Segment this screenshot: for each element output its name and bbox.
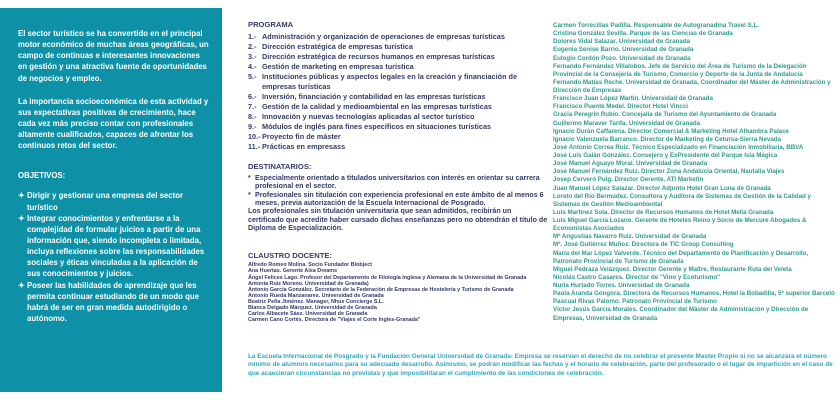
bullet-marker: ✦ [18, 213, 25, 223]
recipient-item-text: Especialmente orientado a titulados universitarios con interés en orientar su carrera profesional en el sector. [255, 173, 540, 191]
faculty-heading: CLAUSTRO DOCENTE: [248, 251, 332, 261]
faculty-member: Fernando Fernández Villalobos. Jefe de Servicio del Área de Turismo de la Delegación Provincial de la Consejería de Turismo, Comercio y Deporte de la Junta de Andalucía [553, 62, 807, 78]
faculty-member: Cristina González Sevilla. Parque de las Ciencias de Granada [553, 30, 733, 38]
faculty-list [248, 262, 548, 323]
item-number: 1.- [248, 32, 257, 41]
faculty-member: Eulogio Cordón Pozo. Universidad de Granada [553, 54, 691, 62]
faculty-member: José Luis Galán González. Consejero y ExPresidente del Parque Isla Mágica [553, 152, 778, 159]
item-number: 8.- [248, 111, 257, 121]
program-item-text: Prácticas en empresass [262, 141, 346, 151]
faculty-member: Ignacio Durán Caffarena. Director Comercial & Marketing Hotel Alhambra Palace [553, 127, 789, 135]
faculty-member: Carmen Torrecillas Padilla. Responsable de Autogranadina Travel S.L. [553, 22, 759, 29]
faculty-member: Pascual Rivas Palomo. Patronato Provincial de Turismo [553, 298, 717, 306]
faculty-member: José Antonio Correa Ruiz. Técnico Especializado en Financiación Inmobiliaria, BBVA [553, 143, 804, 151]
faculty-member: Luis Miguel García Lozano. Gerente de Hoteles Reino y Socio de Mercure Abogados & Economistas Asociados [553, 217, 807, 233]
bullet-marker: * [248, 190, 251, 199]
faculty-member: Mª. José Gutiérrez Muñoz. Directora de TIC Group Consulting [553, 241, 734, 249]
faculty-member: Antonio García González. Secretario de la Federación de Empresas de Hostelería y Turismo de Granada [248, 286, 514, 293]
program-item-text: Innovación y nuevas tecnologías aplicadas al sector turístico [262, 111, 475, 121]
item-number: 3.- [248, 51, 257, 61]
recipient-item [248, 191, 548, 208]
item-number: 7.- [248, 101, 257, 111]
program-item-text: Gestión de la calidad y medioambiental en las empresas turísticas [262, 101, 492, 111]
faculty-member: Loreto del Río Bermúdez. Consultora y Auditora de Sistemas de Gestión de la Calidad y Sistemas de Gestión Medioambiental [553, 192, 811, 208]
faculty-member: Josep Cerveró Puig. Director Gerente, ATI Marketin [553, 176, 704, 184]
faculty-member: Dolores Vidal Salazar. Universidad de Granada [553, 38, 691, 46]
faculty-member: Eugenia Senise Barrio. Universidad de Granada [553, 46, 694, 54]
faculty-member: Ana Huertas. Gerente Aixa Dreams [248, 268, 338, 275]
intro-paragraph-2: La importancia socioeconómica de esta actividad y sus expectativas positivas de crecimiento, hace cada vez más preciso contar con profesionales altamente cualificados, capaces de afrontar los continuos retos del sector. [18, 96, 209, 151]
faculty-section [248, 251, 548, 323]
middle-column [248, 20, 548, 323]
faculty-member: Nicolás Castro Casares. Director de "Vino y Ecoturismo" [553, 273, 721, 281]
faculty-member: Francisco Juan López Martín. Universidad de Granada [553, 95, 713, 103]
faculty-member: Alfredo Romeo Molina. Socio Fundador Blobject [248, 262, 372, 269]
program-item-text: Administración y organización de operaciones de empresas turísticas [262, 32, 505, 41]
recipient-item-text: Profesionales sin titulación con experiencia profesional en este ámbito de al menos 6 meses, previa autorización de la Escuela Internacional de Posgrado. [255, 190, 544, 207]
program-item-text: Módulos de inglés para fines específicos en situaciones turísticas [262, 121, 492, 131]
objective-item-text: Poseer las habilidades de aprendizaje que les permita continuar estudiando de un modo que habrá de ser en gran medida autodirigido o autónomo. [27, 280, 199, 323]
bullet-marker: ✦ [18, 280, 25, 290]
faculty-member: Guillermo Maraver Tarifa. Universidad de Granada [553, 119, 701, 127]
recipients-list [248, 174, 548, 207]
faculty-member: Luis Martínez Sola. Director de Recursos Humanos de Hotel Melía Granada [553, 208, 774, 216]
objective-item-text: Dirigir y gestionar una empresa del sector turístico [27, 191, 183, 212]
item-number: 6.- [248, 91, 257, 101]
faculty-member: Carlos Albacete Sáez. Universidad de Granada [248, 311, 368, 318]
program-item-text: Dirección estratégica de recursos humanos en empresas turísticas [262, 51, 495, 61]
faculty-right-list [553, 22, 835, 323]
objectives-heading: OBJETIVOS: [18, 171, 66, 181]
faculty-member: Miguel Pedraza Velázquez. Director Gerente y Maître, Restaurante Ruta del Veleta [553, 265, 792, 273]
faculty-member: Francisco Puente Medel. Director Hotel Vincci [553, 103, 689, 111]
faculty-member: Ángel Felices Lago. Profesor del Departamento de Filología Inglesa y Alemana de la Universidad de Granada [248, 274, 527, 281]
program-item [248, 32, 548, 42]
faculty-member: Blanca Delgado Márquez. Universidad de Granada [248, 304, 377, 311]
program-item-text: Gestión de marketing en empresas turística [262, 61, 414, 71]
program-item-text: Proyecto fin de máster [262, 131, 341, 141]
program-item [248, 132, 548, 142]
item-number: 9.- [248, 121, 257, 131]
recipients-section [248, 162, 548, 233]
program-item [248, 42, 548, 52]
program-item [248, 52, 548, 62]
recipient-item [248, 174, 548, 191]
faculty-member: Paola Aranda Góngora. Directora de Recursos Humanos, Hotel la Bobadilla, 5* superior Barceló [553, 290, 835, 298]
faculty-right-column [553, 22, 835, 323]
program-item [248, 142, 548, 152]
faculty-member: Víctor Jesús García Morales. Coordinador del Máster de Administración y Dirección de Empresas, Universidad de Granada [553, 306, 809, 322]
faculty-member: José Manuel Aguayo Moral. Universidad de Granada [553, 160, 708, 168]
program-item [248, 92, 548, 102]
objective-item-text: Integrar conocimientos y enfrentarse a la complejidad de formular juicios a partir de una información que, siendo incompleta o limitada, incluya reflexiones sobre las responsabilidades sociales y éticas vinculadas a la aplicación de sus conocimientos y juicios. [27, 213, 205, 279]
bullet-marker: ✦ [18, 191, 25, 201]
objective-item [18, 280, 210, 325]
objectives-list [18, 190, 210, 324]
recipients-note: Los profesionales sin titulación universitaria que sean admitidos, recibirán un certificado que acredite haber cursado dichas enseñanzas pero no obtendrán el título de Diploma de Especialización. [248, 207, 548, 232]
program-item [248, 122, 548, 132]
faculty-member: María del Mar López Valverde. Técnico del Departamento de Planificación y Desarrollo, Patronato Provincial de Turismo de Granada [553, 249, 809, 265]
program-item-text: Inversión, financiación y contabilidad en las empresas turísticas [262, 91, 486, 101]
faculty-member: Carmen Cano Cortés. Directora de "Viajes el Corte Ingles-Granada" [248, 317, 421, 324]
program-list [248, 32, 548, 152]
recipients-heading: DESTINATARIOS: [248, 161, 312, 171]
item-number: 2.- [248, 41, 257, 51]
program-item-text: Instituciones públicas y aspectos legales en la creación y financiación de empresas turísticas [262, 71, 518, 91]
faculty-member: Juan Manuel López Salazar. Director Adjunto Hotel Gran Luna de Granada [553, 184, 771, 192]
objective-item [18, 213, 210, 280]
item-number: 10.- [248, 131, 261, 141]
faculty-member: José Manuel Fernández Ruiz. Director Zona Andalucía Oriental, Nautalia Viajes [553, 168, 785, 176]
program-item [248, 112, 548, 122]
program-item [248, 72, 548, 92]
faculty-member: Beatriz Peña Jiménez. Manager, Nhue Concierge S.L. [248, 298, 384, 305]
intro-paragraph-1: El sector turístico se ha convertido en el principal motor económico de muchas áreas geográficas, un campo de continuas e interesantes innovaciones en gestión y una atractiva fuente de oportunidades de negocios y empleo. [18, 29, 209, 83]
faculty-member: Fernando Matías Reche. Universidad de Granada, Coordinador del Máster de Administración y Dirección de Empresas [553, 78, 831, 94]
faculty-member: Mª Angustias Navarro Ruiz. Universidad de Granada [553, 233, 707, 241]
faculty-member: Gracia Peregrin Rubio. Concejalía de Turismo del Ayuntamiento de Granada [553, 111, 777, 119]
intro-teal-panel [0, 8, 222, 392]
objective-item [18, 190, 210, 212]
program-item [248, 102, 548, 112]
faculty-member: Antonia Ruiz Moreno. Universidad de Granada) [248, 280, 369, 287]
program-item [248, 62, 548, 72]
footer-disclaimer: La Escuela Internacional de Posgrado y la Fundación General Universidad de Granada- Empresa se reservan el derecho de no celebrar el presente Master Propio si no se alcanzara el número mínimo de alumnos necesarios para su adecuado desarrollo. Asimismo, se podrán modificar las fechas y el horario de celebración, parte del profesorado o el lugar de impartición en el caso de que acaecieran circunstancias no previstas y que imposibilitaran el cumplimiento de las condiciones de celebración. [248, 353, 833, 377]
program-item-text: Dirección estratégica de empresas turística [262, 41, 413, 51]
faculty-member: Nuria Hurtado Torres. Universidad de Granada [553, 282, 690, 289]
item-number: 11.- [248, 141, 261, 151]
program-heading: PROGRAMA [248, 20, 294, 29]
item-number: 5.- [248, 71, 257, 81]
item-number: 4.- [248, 61, 257, 71]
bullet-marker: * [248, 173, 251, 182]
faculty-member: Antonio Rueda Manzanares. Universidad de Granada [248, 292, 384, 299]
faculty-member: Ignacio Valenzuela Barranco. Director de Marketing de Cetursa-Sierra Nevada [553, 135, 781, 143]
